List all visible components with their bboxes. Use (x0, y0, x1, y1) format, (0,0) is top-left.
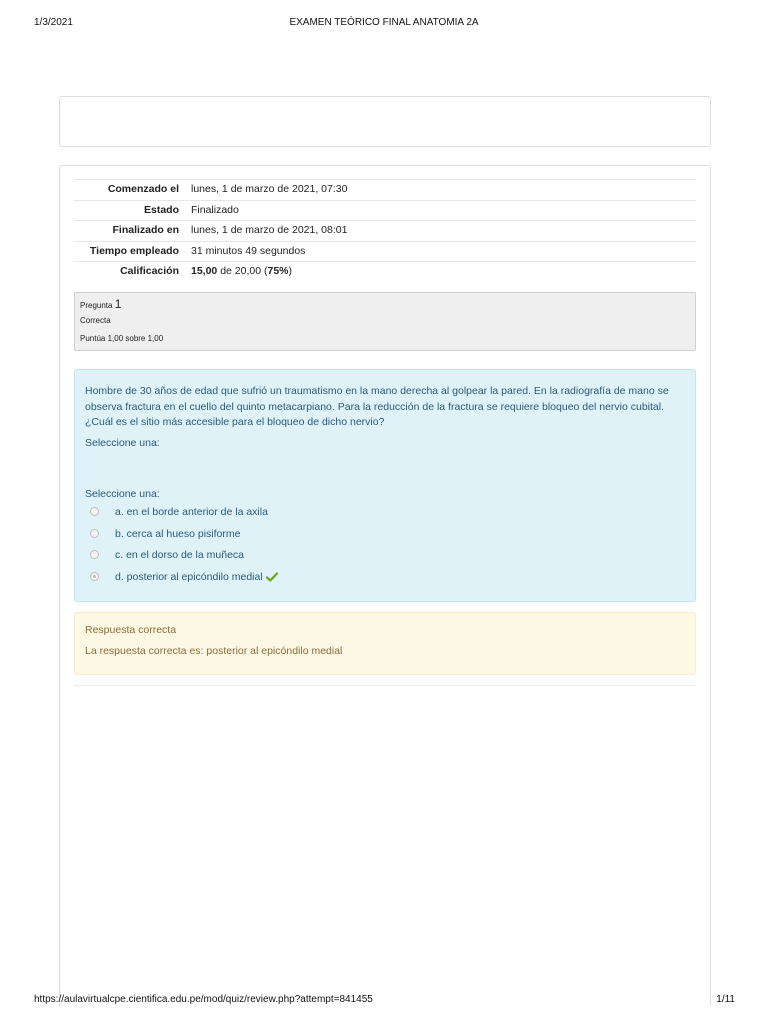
question-grade: Puntúa 1,00 sobre 1,00 (80, 334, 164, 343)
summary-label: Finalizado en (112, 224, 179, 236)
summary-row-finished (74, 221, 696, 242)
summary-label: Estado (143, 203, 179, 216)
summary-value: 31 minutos 49 segundos (191, 244, 306, 257)
print-date: 1/3/2021 (34, 17, 73, 28)
answer-option-label-wrapper[interactable] (115, 569, 278, 585)
grade-percent: 75% (267, 265, 289, 277)
radio-button[interactable] (90, 529, 99, 538)
navigation-block (59, 96, 711, 147)
print-title: EXAMEN TEÓRICO FINAL ANATOMIA 2A (289, 17, 479, 28)
check-icon (266, 572, 278, 582)
feedback-box (74, 612, 696, 675)
radio-button-selected[interactable] (90, 572, 99, 581)
question-info-box (74, 292, 696, 351)
feedback-outcome: Respuesta correcta (85, 624, 177, 636)
summary-row-time-taken (74, 241, 696, 262)
question-number (80, 297, 121, 311)
answer-option-label[interactable]: c. en el dorso de la muñeca (115, 549, 244, 561)
question-prompt-top: Seleccione una: (85, 437, 160, 449)
summary-value: lunes, 1 de marzo de 2021, 07:30 (191, 183, 348, 195)
summary-row-started (74, 180, 696, 201)
grade-out-of: de 20,00 ( (217, 265, 268, 277)
question-prefix: Pregunta (80, 301, 113, 310)
summary-row-state (74, 200, 696, 221)
summary-row-grade (74, 262, 696, 282)
answer-option-label[interactable]: b. cerca al hueso pisiforme (115, 527, 241, 540)
grade-score: 15,00 (191, 265, 218, 277)
answer-option-label[interactable]: a. en el borde anterior de la axila (115, 506, 268, 518)
summary-value: lunes, 1 de marzo de 2021, 08:01 (191, 224, 348, 236)
radio-button[interactable] (90, 507, 99, 516)
summary-value (185, 262, 696, 282)
divider (74, 685, 696, 686)
page-number: 1/11 (716, 994, 735, 1005)
answer-prompt: Seleccione una: (85, 488, 160, 500)
question-number-value: 1 (114, 297, 122, 311)
question-formulation (74, 369, 696, 602)
attempt-summary-table (74, 179, 696, 282)
radio-button[interactable] (90, 550, 99, 559)
question-state: Correcta (80, 316, 111, 325)
right-answer: La respuesta correcta es: posterior al epicóndilo medial (85, 645, 343, 657)
summary-label: Tiempo empleado (89, 244, 179, 257)
grade-close-paren: ) (288, 265, 292, 277)
summary-label: Calificación (120, 265, 179, 277)
question-text: Hombre de 30 años de edad que sufrió un traumatismo en la mano derecha al golpear la pared. En la radiografía de mano se observa fractura en el cuello del quinto metacarpiano. Para la reducción de la fractura se requiere bloqueo del nervio cubital. ¿Cuál es el sitio más accesible para el bloqueo de dicho nervio? (85, 385, 669, 428)
print-header (0, 17, 768, 31)
print-url: https://aulavirtualcpe.cientifica.edu.pe/mod/quiz/review.php?attempt=841455 (34, 994, 373, 1005)
summary-value: Finalizado (191, 203, 239, 216)
summary-label: Comenzado el (107, 183, 179, 195)
answer-option-label[interactable]: d. posterior al epicóndilo medial (115, 570, 263, 583)
